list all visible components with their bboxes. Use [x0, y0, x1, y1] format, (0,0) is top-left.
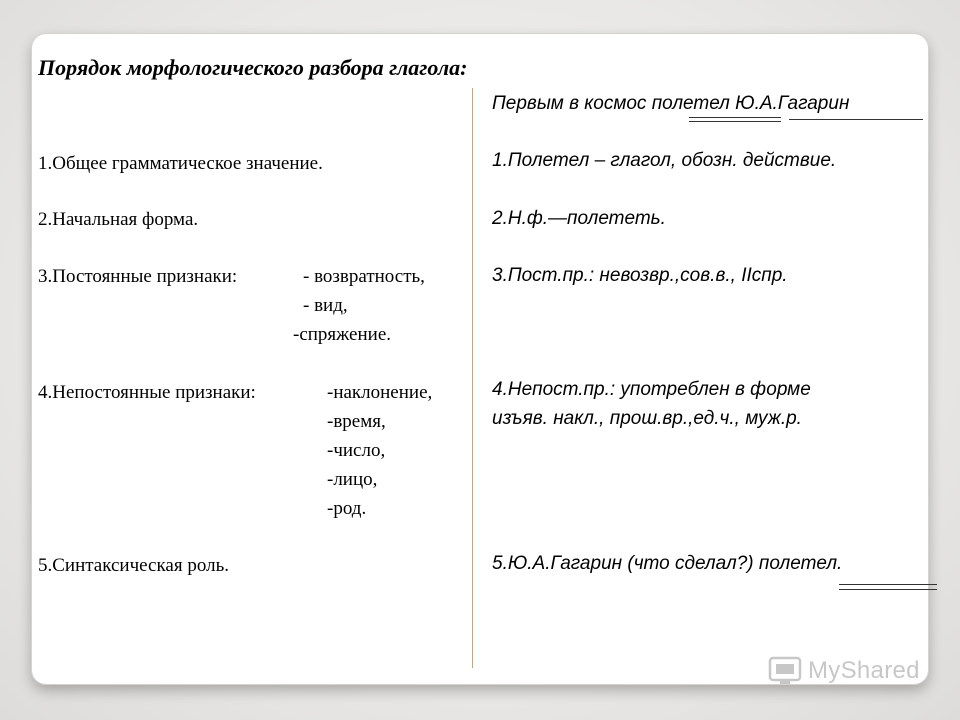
- example-sentence: [492, 93, 849, 115]
- watermark-logo: [768, 656, 920, 686]
- mystudy-logo-icon: [768, 656, 802, 686]
- item-initial-form: 2.Начальная форма.: [38, 209, 199, 230]
- item-variable-features: 4.Непостоянные признаки:: [38, 382, 256, 403]
- feature-tense: -время,: [327, 411, 386, 432]
- sentence-start: Первым в космос: [492, 93, 652, 114]
- analysis-line-1: 1.Полетел – глагол, обозн. действие.: [492, 150, 837, 171]
- analysis-line-3: 3.Пост.пр.: невозвр.,сов.в., IIспр.: [492, 265, 788, 286]
- item-constant-features: 3.Постоянные признаки:: [38, 266, 238, 287]
- analysis-line-2: 2.Н.ф.—полететь.: [492, 208, 666, 229]
- analysis-line-4: 4.Непост.пр.: употреблен в форме: [492, 379, 811, 400]
- slide-card: [32, 34, 928, 684]
- feature-mood: -наклонение,: [327, 382, 433, 403]
- predicate-underline-2: [689, 121, 781, 122]
- watermark-text: MyShared: [808, 657, 920, 684]
- predicate-underline-1: [689, 117, 781, 118]
- feature-gender: -род.: [327, 498, 367, 519]
- role-underline-2: [839, 589, 937, 590]
- page-title: Порядок морфологического разбора глагола:: [38, 55, 468, 80]
- item-general-meaning: 1.Общее грамматическое значение.: [38, 153, 323, 174]
- column-divider: [472, 88, 473, 668]
- role-predicate: полетел.: [758, 553, 843, 574]
- sentence-predicate: полетел: [651, 93, 730, 114]
- feature-person: -лицо,: [327, 469, 378, 490]
- subject-underline: [789, 119, 923, 120]
- feature-number: -число,: [327, 440, 386, 461]
- role-text: 5.Ю.А.Гагарин (что сделал?): [492, 553, 759, 574]
- feature-reflexive: - возвратность,: [303, 266, 425, 287]
- feature-conjugation: -спряжение.: [293, 324, 391, 345]
- analysis-line-5: [492, 553, 842, 575]
- item-syntactic-role: 5.Синтаксическая роль.: [38, 555, 229, 576]
- sentence-subject: Ю.А.Гагарин: [735, 93, 850, 114]
- feature-aspect: - вид,: [303, 295, 348, 316]
- analysis-line-4-cont: изъяв. накл., прош.вр.,ед.ч., муж.р.: [492, 408, 802, 429]
- role-underline-1: [839, 584, 937, 585]
